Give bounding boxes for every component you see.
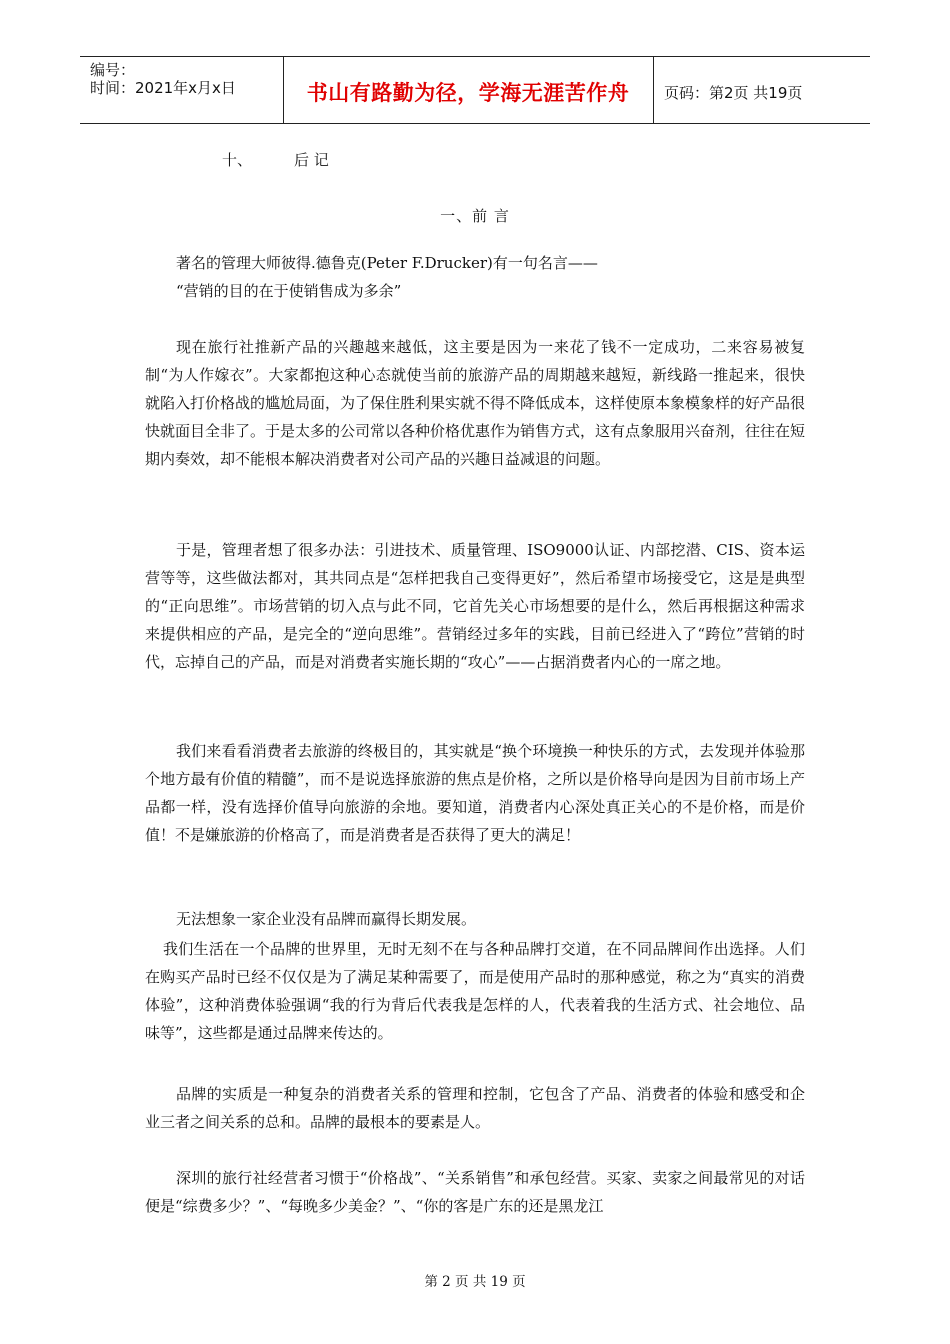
paragraph-text: 我们生活在一个品牌的世界里，无时无刻不在与各种品牌打交道，在不同品牌间作出选择。人们在购买产品时已经不仅仅是为了满足某种需要了，而是使用产品时的那种感觉，称之为“真实的消费体验”，这种消费体验强调“我的行为背后代表我是怎样的人，代表着我的生活方式、社会地位、品味等”，这些都是通过品牌来传达的。 [145, 940, 805, 1042]
quote-line: “营销的目的在于使销售成为多余” [176, 282, 402, 300]
section-title: 一、前 言 [440, 207, 510, 225]
paragraph [145, 1080, 805, 1136]
page-footer: 第 2 页 共 19 页 [424, 1274, 526, 1290]
header-page-info: 页码：第2页 共19页 [664, 84, 803, 102]
paragraph-text: 我们来看看消费者去旅游的终极目的，其实就是“换个环境换一种快乐的方式，去发现并体验那个地方最有价值的精髓”，而不是说选择旅游的焦点是价格，之所以是价格导向是因为目前市场上产品都一样，没有选择价值导向旅游的余地。要知道，消费者内心深处真正关心的不是价格，而是价值！不是嫌旅游的价格高了，而是消费者是否获得了更大的满足！ [145, 742, 805, 844]
paragraph [145, 905, 805, 933]
paragraph [145, 935, 805, 1047]
toc-item-title: 后 记 [294, 151, 329, 169]
paragraph-text: 现在旅行社推新产品的兴趣越来越低，这主要是因为一来花了钱不一定成功，二来容易被复制“为人作嫁衣”。大家都抱这种心态就使当前的旅游产品的周期越来越短，新线路一推起来，很快就陷入打价格战的尴尬局面，为了保住胜利果实就不得不降低成本，这样使原本象模象样的好产品很快就面目全非了。于是太多的公司常以各种价格优惠作为销售方式，这有点象服用兴奋剂，往往在短期内奏效，却不能根本解决消费者对公司产品的兴趣日益减退的问题。 [145, 338, 806, 468]
toc-item-number: 十、 [222, 151, 253, 169]
toc-item [222, 149, 329, 170]
quote-line: 著名的管理大师彼得.德鲁克(Peter F.Drucker)有一句名言—— [176, 254, 598, 272]
paragraph-text: 深圳的旅行社经营者习惯于“价格战”、“关系销售”和承包经营。买家、卖家之间最常见的对话便是“综费多少？”、“每晚多少美金？”、“你的客是广东的还是黑龙江 [145, 1169, 805, 1215]
header-meta [90, 61, 236, 97]
header-divider [653, 57, 654, 123]
document-number-label: 编号： [90, 61, 136, 79]
paragraph [145, 1164, 805, 1220]
paragraph [145, 333, 805, 473]
paragraph-text: 无法想象一家企业没有品牌而赢得长期发展。 [176, 910, 477, 928]
document-date: 时间：2021年x月x日 [90, 79, 236, 97]
header-motto: 书山有路勤为径，学海无涯苦作舟 [306, 81, 630, 105]
paragraph [145, 737, 805, 849]
paragraph [145, 536, 805, 676]
paragraph-text: 于是，管理者想了很多办法：引进技术、质量管理、ISO9000认证、内部挖潜、CIS、资本运营等等，这些做法都对，其共同点是“怎样把我自己变得更好”，然后希望市场接受它，这是是典型的“正向思维”。市场营销的切入点与此不同，它首先关心市场想要的是什么，然后再根据这种需求来提供相应的产品，是完全的“逆向思维”。营销经过多年的实践，目前已经进入了“跨位”营销的时代，忘掉自己的产品，而是对消费者实施长期的“攻心”——占据消费者内心的一席之地。 [145, 541, 805, 671]
quote-block [145, 249, 805, 305]
page-header [80, 56, 870, 124]
paragraph-text: 品牌的实质是一种复杂的消费者关系的管理和控制，它包含了产品、消费者的体验和感受和企业三者之间关系的总和。品牌的最根本的要素是人。 [145, 1085, 805, 1131]
